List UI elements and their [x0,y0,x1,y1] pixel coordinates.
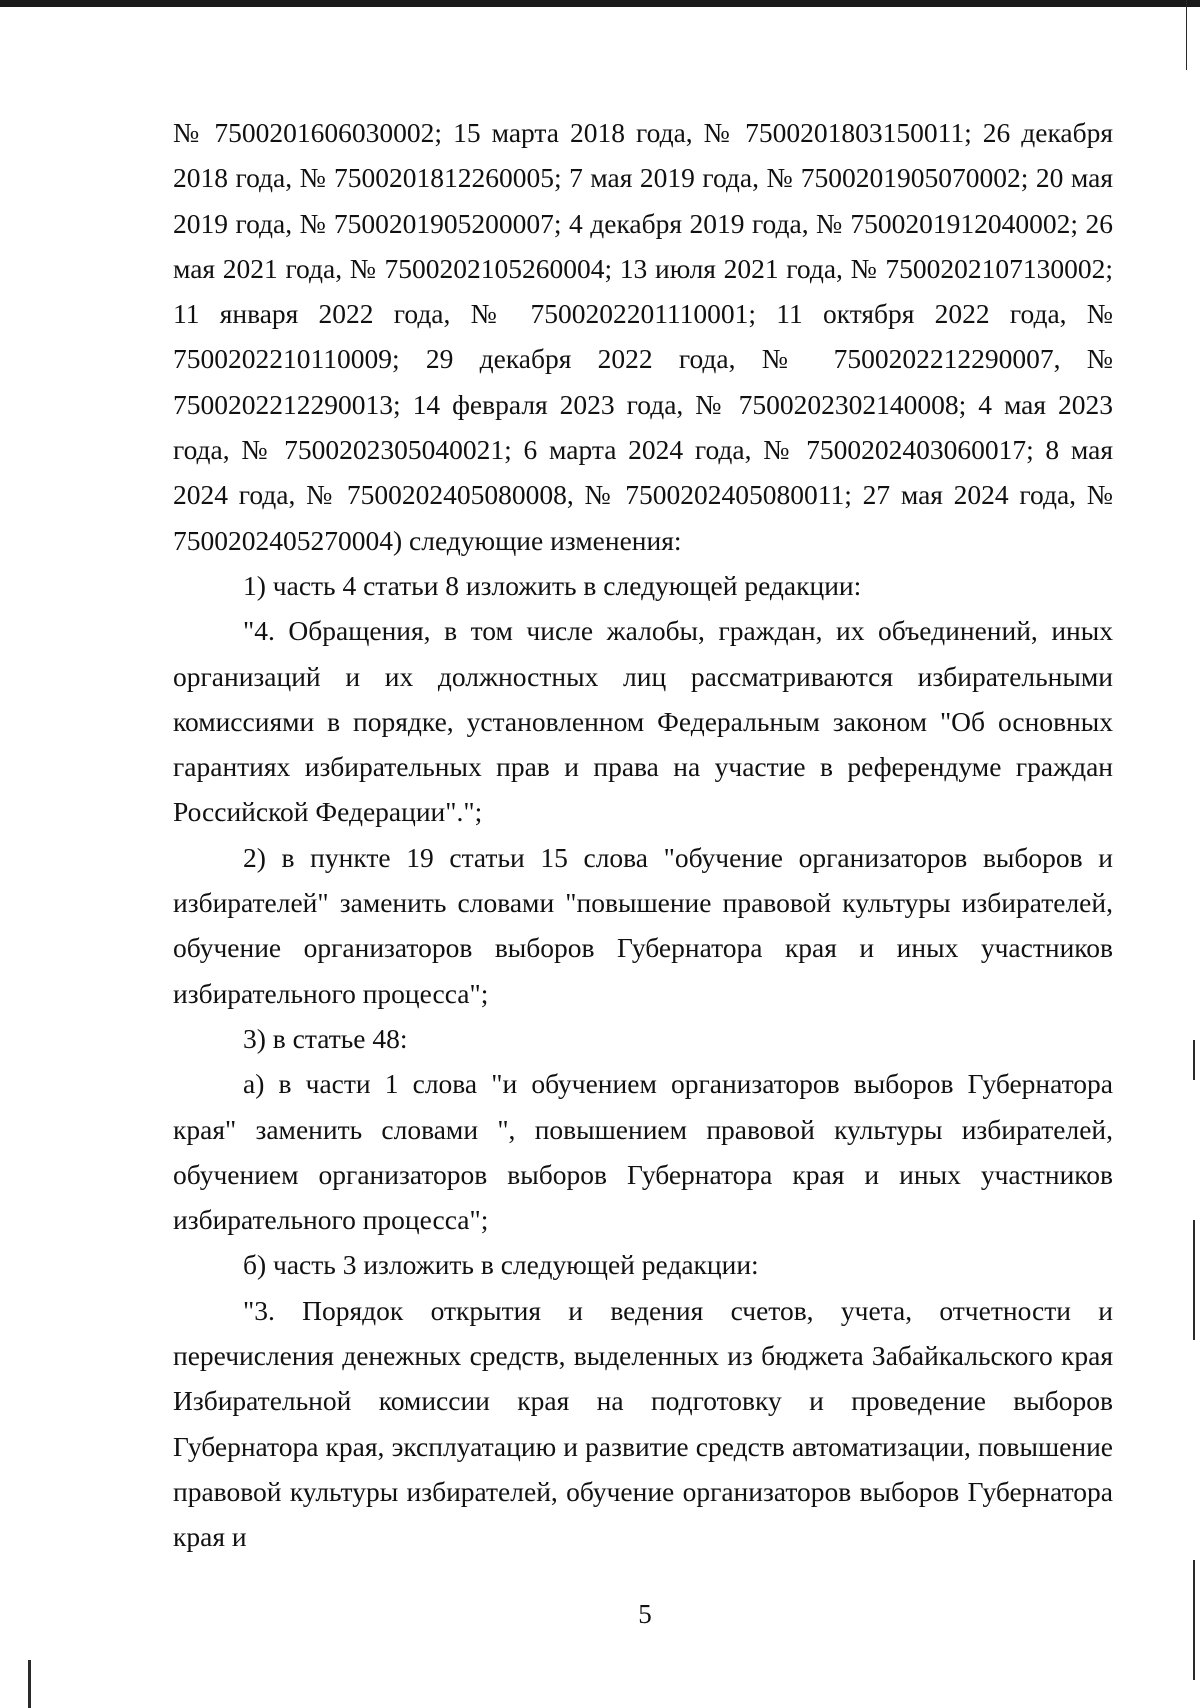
document-body [173,110,1113,1560]
paragraph-item-3: 3) в статье 48: [243,1022,408,1054]
paragraph-item-2: 2) в пункте 19 статьи 15 слова "обучение организаторов выборов и избирателей" заменить словами "повышение правовой культуры избирателей, обучение организаторов выборов Губернатора края и иных участников избирательного процесса"; [173,841,1113,1009]
paragraph-item-3a: а) в части 1 слова "и обучением организаторов выборов Губернатора края" заменить словами ", повышением правовой культуры избирателей, обучением организаторов выборов Губернатора края и иных участников избирательного процесса"; [173,1068,1113,1236]
paragraph-item-3b-text: "3. Порядок открытия и ведения счетов, учета, отчетности и перечисления денежных средств, выделенных из бюджета Забайкальского края Избирательной комиссии края на подготовку и проведение выборов Губернатора края, эксплуатацию и развитие средств автоматизации, повышение правовой культуры избирателей, обучение организаторов выборов Губернатора края и [173,1294,1113,1553]
scan-edge-mark [28,1660,31,1708]
paragraph-item-1: 1) часть 4 статьи 8 изложить в следующей редакции: [243,569,862,601]
paragraph-item-3b: б) часть 3 изложить в следующей редакции: [243,1249,759,1281]
scan-edge-mark [1193,1560,1195,1680]
paragraph-item-1-text: "4. Обращения, в том числе жалобы, граждан, их объединений, иных организаций и их должностных лиц рассматриваются избирательными комиссиями в порядке, установленном Федеральным законом "Об основных гарантиях избирательных прав и права на участие в референдуме граждан Российской Федерации"."; [173,615,1113,828]
scan-edge-mark [1193,1220,1195,1340]
paragraph-amendment-list: № 7500201606030002; 15 марта 2018 года, № 7500201803150011; 26 декабря 2018 года, № 7500201812260005; 7 мая 2019 года, № 7500201905070002; 20 мая 2019 года, № 7500201905200007; 4 декабря 2019 года, № 7500201912040002; 26 мая 2021 года, № 7500202105260004; 13 июля 2021 года, № 7500202107130002; 11 января 2022 года, № 7500202201110001; 11 октября 2022 года, № 7500202210110009; 29 декабря 2022 года, № 7500202212290007, № 7500202212290013; 14 февраля 2023 года, № 7500202302140008; 4 мая 2023 года, № 7500202305040021; 6 марта 2024 года, № 7500202403060017; 8 мая 2024 года, № 7500202405080008, № 7500202405080011; 27 мая 2024 года, № 7500202405270004) следующие изменения: [173,117,1113,556]
scan-edge-mark [1193,1040,1195,1080]
page-number: 5 [638,1599,652,1629]
scan-edge-mark [1186,0,1187,70]
scan-top-border [0,0,1200,7]
